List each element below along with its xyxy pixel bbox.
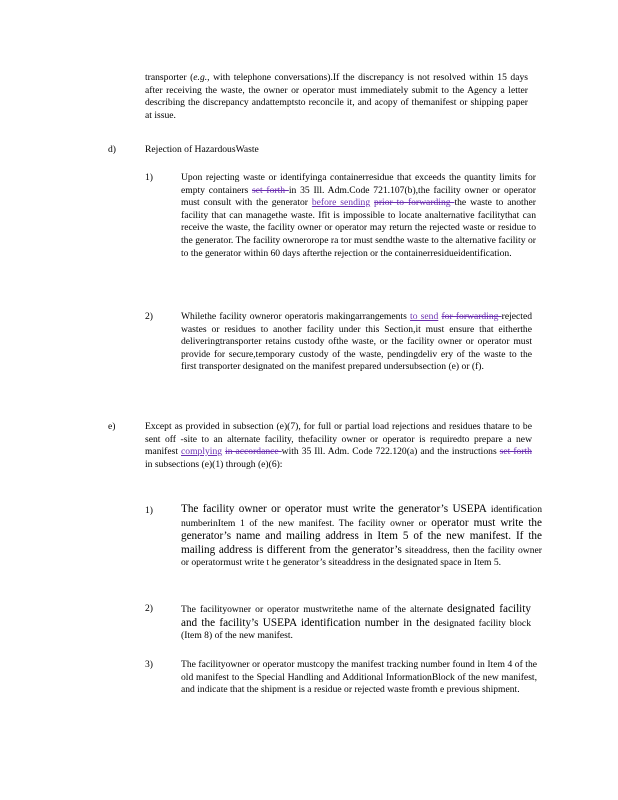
d1-number: 1): [145, 172, 153, 183]
inserted-text: complying: [181, 446, 223, 458]
inserted-text: before sending: [311, 197, 371, 209]
d2-paragraph: Whilethe facility owneror operatoris makingarrangements to send for forwarding rejected wastes or residues to another facility under this Section,it must ensure that eitherthe deliveringtransporter retains custody ofthe waste, or the facility owner or operator must provide for secure,temporary custody of the waste, pendingdeliv ery of the waste to the first transporter designated on the manifest prepared undersubsection (e) or (f).: [181, 311, 532, 373]
subsection-d-heading: Rejection of HazardousWaste: [145, 144, 259, 155]
e1-paragraph: The facility owner or operator must write the generator’s USEPA identification numberinItem 1 of the new manifest. The facility owner or operator must write the generator’s name and mailing address in Item 5 of the new manifest. If the mailing address is different from the generator’s siteaddress, then the facility owner or operatormust write t he generator’s siteaddress in the designated space in Item 5.: [181, 503, 542, 569]
d1-paragraph: Upon rejecting waste or identifyinga containerresidue that exceeds the quantity limits for empty containers set forth in 35 Ill. Adm.Code 721.107(b),the facility owner or operator must consult with the generator before sending prior to forwarding the waste to another facility that can managethe waste. Ifit is impossible to locate analternative facilitythat can receive the waste, the facility owner or operator may return the rejected waste or residue to the generator. The facility ownerorope ra tor must sendthe waste to the alternative facility or to the generator within 60 days afterthe rejection or the containerresidueidentification.: [181, 172, 537, 259]
inserted-text: to send: [410, 311, 439, 322]
e-paragraph: Except as provided in subsection (e)(7), for full or partial load rejections and residues thatare to be sent off -site to an alternate facility, thefacility owner or operator is requiredto prepare a new manifest complying in accordance with 35 Ill. Adm. Code 722.120(a) and the instructions set forth in subsections (e)(1) through (e)(6):: [145, 421, 532, 470]
eg-italic: e.g.,: [193, 72, 210, 83]
subsection-e-label: e): [108, 421, 116, 432]
e2-paragraph: The facilityowner or operator mustwritethe name of the alternate designated facility and the facility’s USEPA identification number in the designated facility block (Item 8) of the new manifest.: [181, 603, 531, 642]
deleted-text: in accordance: [225, 446, 282, 458]
deleted-text: prior to forwarding: [374, 197, 455, 209]
paragraph-continuation: transporter (e.g., with telephone conversations).If the discrepancy is not resolved within 15 days after receiving the waste, the owner or operator must immediately submit to the Agency a letter describing the discrepancy andattemptsto reconcile it, and acopy of themanifest or shipping paper at issue.: [145, 72, 528, 121]
d2-number: 2): [145, 311, 153, 322]
e1-number: 1): [145, 505, 153, 516]
deleted-text: set forth: [499, 446, 532, 458]
e3-number: 3): [145, 659, 153, 670]
e2-number: 2): [145, 603, 153, 614]
deleted-text: for forwarding: [441, 311, 502, 322]
subsection-d-label: d): [108, 144, 116, 155]
deleted-text: set forth: [251, 184, 289, 196]
e3-paragraph: The facilityowner or operator mustcopy the manifest tracking number found in Item 4 of the old manifest to the Special Handling and Additional InformationBlock of the new manifest, and indicate that the shipment is a residue or rejected waste fromth e previous shipment.: [181, 659, 537, 696]
